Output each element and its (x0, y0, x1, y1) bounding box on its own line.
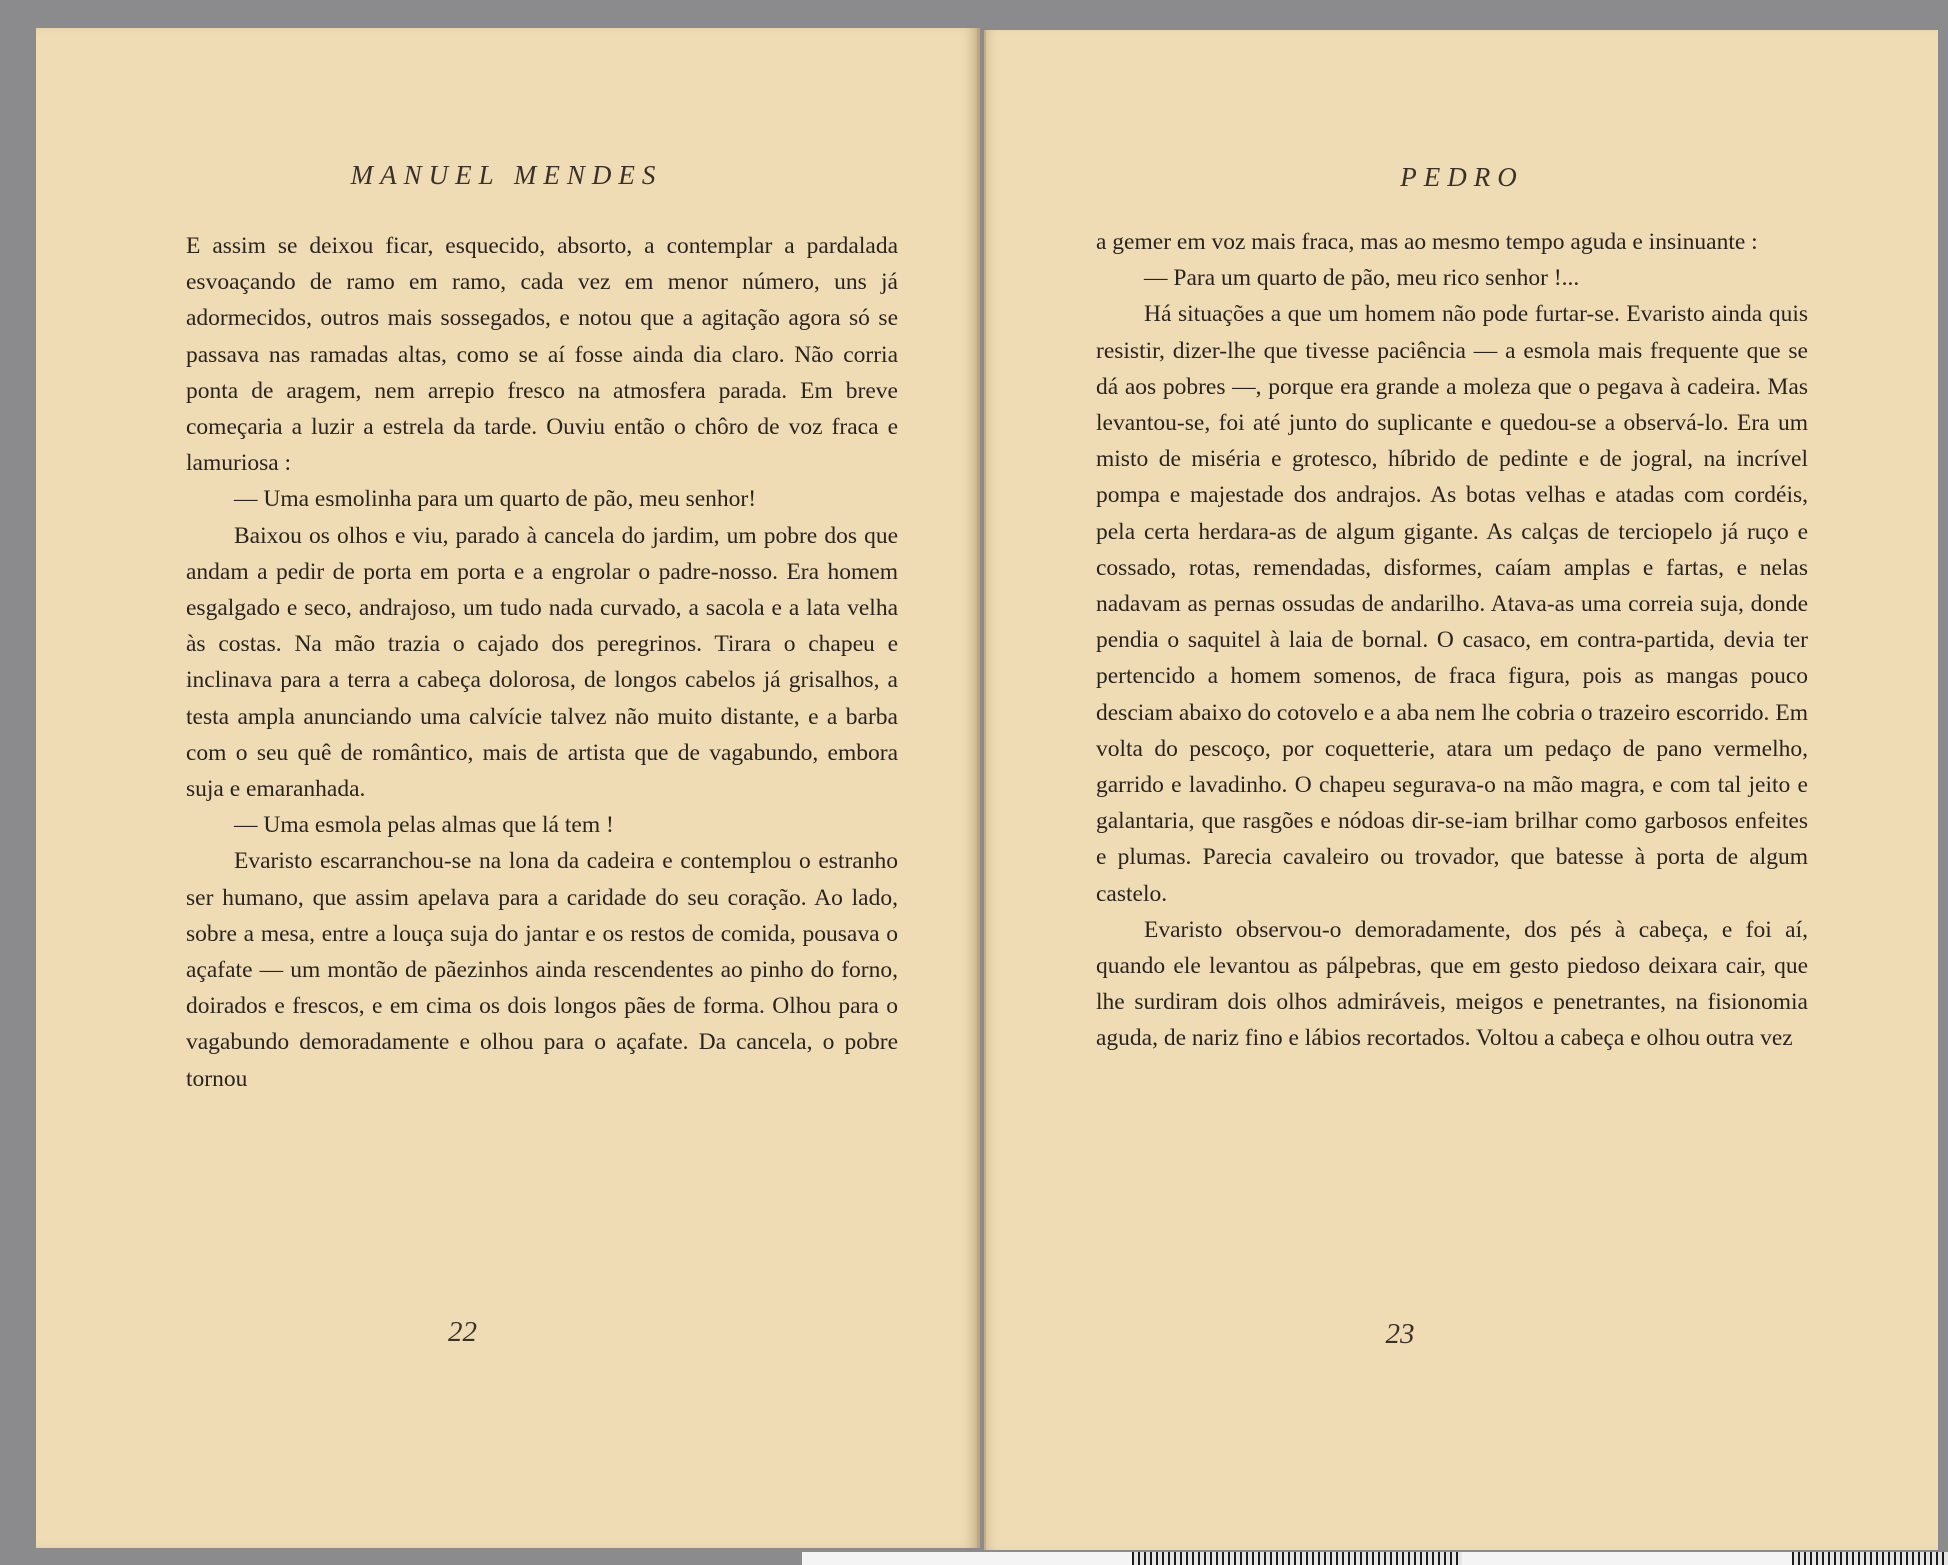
ruler-segment (1462, 1552, 1792, 1565)
page-number-left: 22 (448, 1316, 477, 1348)
paragraph: E assim se deixou ficar, esquecido, absorto, a contemplar a pardalada esvoaçando de ramo em ramo, cada vez em menor número, uns já adormecidos, outros mais sossegados, e notou que a agitação agora só se passava nas ramadas altas, como se aí fosse ainda dia claro. Não corria ponta de aragem, nem arrepio fresco na atmosfera parada. Em breve começaria a luzir a estrela da tarde. Ouviu então o chôro de voz fraca e lamuriosa : (186, 233, 898, 477)
running-head-right: PEDRO (1400, 162, 1524, 192)
paragraph: Evaristo observou-o demoradamente, dos pés à cabeça, e foi aí, quando ele levantou as pálpebras, que em gesto piedoso deixara cair, que lhe surdiram dois olhos admiráveis, meigos e penetrantes, na fisionomia aguda, de nariz fino e lábios recortados. Voltou a cabeça e olhou outra vez (1096, 916, 1808, 1052)
page-number-right: 23 (1385, 1318, 1415, 1350)
scale-ruler (802, 1552, 1948, 1565)
left-page-text (186, 228, 898, 1097)
dialogue-line: — Uma esmolinha para um quarto de pão, meu senhor! (234, 486, 757, 513)
paragraph: Baixou os olhos e viu, parado à cancela do jardim, um pobre dos que andam a pedir de porta em porta e a engrolar o padre-nosso. Era homem esgalgado e seco, andrajoso, um tudo nada curvado, a sacola e a lata velha às costas. Na mão trazia o cajado dos peregrinos. Tirara o chapeu e inclinava para a terra a cabeça dolorosa, de longos cabelos já grisalhos, a testa ampla anunciando uma calvície talvez não muito distante, e a barba com o seu quê de romântico, mais de artista que de vagabundo, embora suja e emaranhada. (186, 522, 898, 803)
running-head-left: MANUEL MENDES (350, 160, 663, 190)
right-page (984, 30, 1938, 1550)
dialogue-line: — Uma esmola pelas almas que lá tem ! (234, 812, 614, 839)
paragraph: Evaristo escarranchou-se na lona da cadeira e contemplou o estranho ser humano, que assim apelava para a caridade do seu coração. Ao lado, sobre a mesa, entre a louça suja do jantar e os restos de comida, pousava o açafate — um montão de pãezinhos ainda rescendentes ao pinho do forno, doirados e frescos, e em cima os dois longos pães de forma. Olhou para o vagabundo demoradamente e olhou para o açafate. Da cancela, o pobre tornou (186, 848, 898, 1092)
right-page-text (1096, 224, 1808, 1057)
ruler-segment (802, 1552, 1132, 1565)
paragraph: a gemer em voz mais fraca, mas ao mesmo tempo aguda e insinuante : (1096, 229, 1758, 255)
paragraph: Há situações a que um homem não pode furtar-se. Evaristo ainda quis resistir, dizer-lhe que tivesse paciência — a esmola mais frequente que se dá aos pobres —, porque era grande a moleza que o pegava à cadeira. Mas levantou-se, foi até junto do suplicante e quedou-se a observá-lo. Era um misto de miséria e grotesco, híbrido de pedinte e de jogral, na incrível pompa e majestade dos andrajos. As botas velhas e atadas com cordéis, pela certa herdara-as de algum gigante. As calças de terciopelo já ruço e cossado, rotas, remendadas, disformes, caíam amplas e fartas, e nelas nadavam as pernas ossudas de andarilho. Atava-as uma correia suja, donde pendia o saquitel à laia de bornal. O casaco, em contra-partida, devia ter pertencido a homem somenos, de fraca figura, pois as mangas pouco desciam abaixo do cotovelo e a aba nem lhe cobria o trazeiro escorrido. Em volta do pescoço, por coquetterie, atara um pedaço de pano vermelho, garrido e lavadinho. O chapeu segurava-o na mão magra, e com tal jeito e galantaria, que rasgões e nódoas dir-se-iam brilhar como garbosos enfeites e plumas. Parecia cavaleiro ou trovador, que batesse à porta de algum castelo. (1096, 301, 1808, 907)
left-page (36, 28, 980, 1548)
dialogue-line: — Para um quarto de pão, meu rico senhor !... (1144, 265, 1580, 292)
